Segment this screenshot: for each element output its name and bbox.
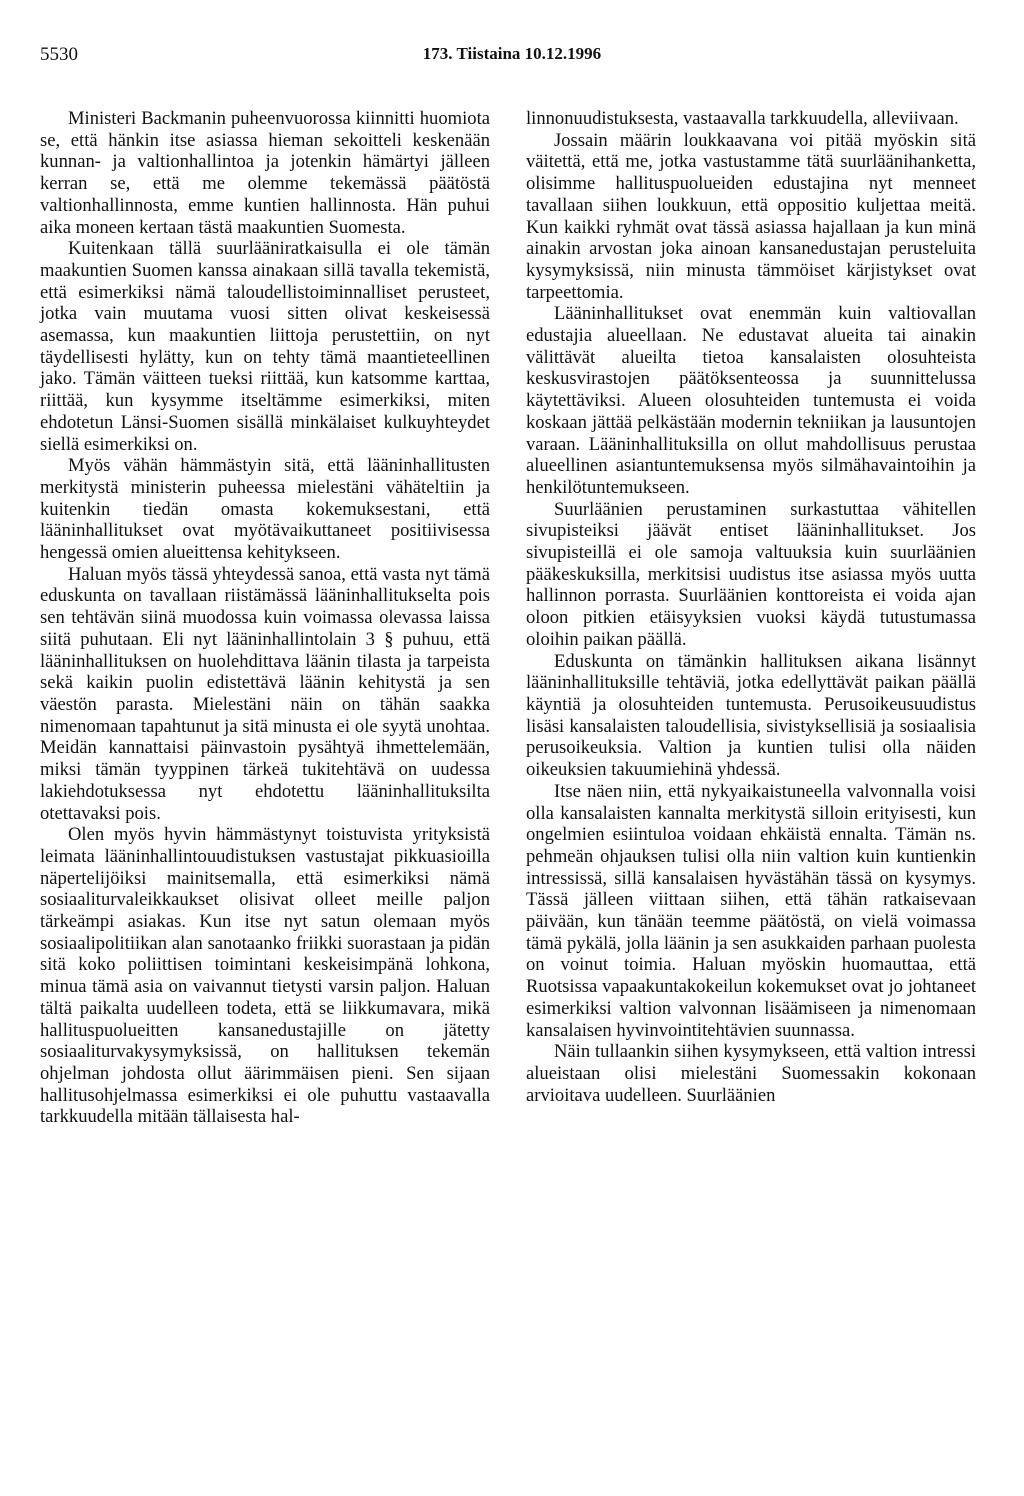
- left-column: [40, 108, 490, 1128]
- paragraph: Myös vähän hämmästyin sitä, että lääninhallitusten merkitystä ministerin puheessa mielestäni vähäteltiin ja kuitenkin tiedän omasta kokemuksestani, että lääninhallitukset ovat myötävaikuttaneet positiivisessa hengessä omien alueittensa kehitykseen.: [40, 455, 490, 564]
- right-column: [526, 108, 976, 1106]
- paragraph: Olen myös hyvin hämmästynyt toistuvista yrityksistä leimata lääninhallintouudistuksen vastustajat pikkuasioilla näpertelijöiksi mainitsemalla, että esimerkiksi nämä sosiaaliturvaleikkaukset olisivat olleet meille paljon tärkeämpi asiakas. Kun itse nyt satun olemaan myös sosiaalipolitiikan alan sanotaanko friikki suorastaan ja pidän sitä koko poliittisen toimintani keskeisimpänä lohkona, minua tämä asia on vaivannut tietysti varsin paljon. Haluan tältä paikalta uudelleen todeta, että se liikkumavara, mikä hallituspuolueitten kansanedustajille on jätetty sosiaaliturvakysymyksissä, on hallituksen tekemän ohjelman johdosta ollut äärimmäisen pieni. Sen sijaan hallitusohjelmassa esimerkiksi ei ole puhuttu vastaavalla tarkkuudella mitään tällaisesta hal-: [40, 824, 490, 1128]
- paragraph: Kuitenkaan tällä suurlääniratkaisulla ei ole tämän maakuntien Suomen kanssa ainakaan sillä tavalla tekemistä, että esimerkiksi nämä taloudellistoiminnalliset perusteet, jotka vain muutama vuosi sitten olivat keskeisessä asemassa, kun maakuntien liittoja perustettiin, on nyt täydellisesti hylätty, kun on tehty tämä maantieteellinen jako. Tämän väitteen tueksi riittää, kun katsomme karttaa, riittää, kun kysymme itseltämme esimerkiksi, miten ehdotetun Länsi-Suomen sisällä minkälaiset kulkuyhteydet siellä esimerkiksi on.: [40, 238, 490, 455]
- paragraph: Lääninhallitukset ovat enemmän kuin valtiovallan edustajia alueellaan. Ne edustavat alueita tai ainakin välittävät alueilta tietoa kansalaisten olosuhteista keskusvirastojen päätöksenteossa ja suunnittelussa käytettäviksi. Alueen olosuhteiden tuntemusta ei voida koskaan jättää pelkästään modernin tekniikan ja lausuntojen varaan. Lääninhallituksilla on ollut mahdollisuus perustaa alueellinen asiantuntemuksensa myös silmähavaintoihin ja henkilötuntemukseen.: [526, 303, 976, 498]
- paragraph: Suurläänien perustaminen surkastuttaa vähitellen sivupisteiksi jäävät entiset lääninhallitukset. Jos sivupisteillä ei ole samoja valtuuksia kuin suurläänien pääkeskuksilla, merkitsisi uudistus itse asiassa myös uutta hallinnon porrasta. Suurläänien konttoreista ei voida ajan oloon pitkien etäisyyksien vuoksi käydä tutustumassa oloihin paikan päällä.: [526, 498, 976, 650]
- page-header: [40, 44, 984, 74]
- paragraph: Näin tullaankin siihen kysymykseen, että valtion intressi alueistaan olisi mielestäni Suomessakin kokonaan arvioitava uudelleen. Suurläänien: [526, 1041, 976, 1106]
- session-date: 173. Tiistaina 10.12.1996: [422, 44, 602, 63]
- page-number: 5530: [40, 44, 78, 65]
- paragraph: Eduskunta on tämänkin hallituksen aikana lisännyt lääninhallituksille tehtäviä, jotka edellyttävät paikan päällä käyntiä ja olosuhteiden tuntemusta. Perusoikeusuudistus lisäsi kansalaisten taloudellisia, sivistyksellisiä ja sosiaalisia perusoikeuksia. Valtion ja kuntien tulisi olla näiden oikeuksien takuumiehinä yhdessä.: [526, 650, 976, 781]
- paragraph: Jossain määrin loukkaavana voi pitää myöskin sitä väitettä, että me, jotka vastustamme tätä suurläänihanketta, olisimme hallituspuolueiden edustajina nyt menneet tavallaan siihen loukkuun, että oppositio kuljettaa meitä. Kun kaikki ryhmät ovat tässä asiassa hajallaan ja kun minä ainakin arvostan joka ainoan kansanedustajan perusteluita kysymyksissä, niin minusta tämmöiset kärjistykset ovat tarpeettomia.: [526, 129, 976, 303]
- paragraph: Ministeri Backmanin puheenvuorossa kiinnitti huomiota se, että hänkin itse asiassa hieman sekoitteli keskenään kunnan- ja valtionhallintoa ja jotenkin hämärtyi jälleen kerran se, että me olemme tekemässä päätöstä valtionhallinnosta, emme kuntien hallinnosta. Hän puhui aika moneen kertaan tästä maakuntien Suomesta.: [40, 108, 490, 238]
- paragraph: Itse näen niin, että nykyaikaistuneella valvonnalla voisi olla kansalaisten kannalta merkitystä silloin erityisesti, kun ongelmien esiintuloa voidaan ehkäistä ennalta. Tämän ns. pehmeän ohjauksen tulisi olla niin valtion kuin kuntienkin intressissä, sillä kansalaisen hyvästähän tässä on kysymys. Tässä jälleen viittaan siihen, että tähän ratkaisevaan päivään, kun tänään teemme päätöstä, on vielä voimassa tämä pykälä, jolla läänin ja sen asukkaiden parhaan puolesta on voinut toimia. Haluan myöskin huomauttaa, että Ruotsissa vapaakuntakokeilun kokemukset ovat jo johtaneet esimerkiksi valtion valvonnan lisäämiseen ja nimenomaan kansalaisen hyvinvointitehtävien suunnassa.: [526, 780, 976, 1041]
- paragraph: Haluan myös tässä yhteydessä sanoa, että vasta nyt tämä eduskunta on tavallaan riistämässä lääninhallitukselta pois sen tehtävän siinä muodossa kuin voimassa olevassa laissa siitä puhutaan. Eli nyt lääninhallintolain 3 § puhuu, että lääninhallituksen on huolehdittava läänin tilasta ja tarpeista sekä kaikin puolin edistettävä läänin kehitystä ja sen väestön parasta. Mielestäni näin on tähän saakka nimenomaan tapahtunut ja sitä minusta ei ole syytä unohtaa. Meidän kannattaisi päinvastoin pysähtyä ihmettelemään, miksi tämän tyyppinen tärkeä tukitehtävä on uudessa lakiehdotuksessa nyt ehdotettu lääninhallituksilta otettavaksi pois.: [40, 563, 490, 824]
- paragraph-continued: linnonuudistuksesta, vastaavalla tarkkuudella, alleviivaan.: [526, 108, 959, 129]
